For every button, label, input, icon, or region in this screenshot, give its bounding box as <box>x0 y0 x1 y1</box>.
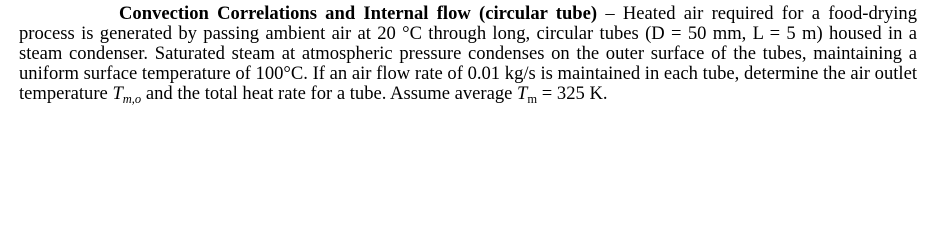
problem-heading: Convection Correlations and Internal flow (circular tube) <box>119 3 598 24</box>
problem-text-part-3: = 325 K. <box>537 83 608 104</box>
mean-temperature-subscript: m <box>527 92 538 106</box>
outlet-temperature-symbol: T <box>112 83 123 104</box>
mean-temperature-symbol: T <box>517 83 528 104</box>
problem-statement <box>19 4 917 104</box>
heading-dash: – <box>597 3 623 24</box>
problem-text-part-1: Heated air required for a food-drying process is generated by passing ambient air at 20 °C through long, circular tubes (D = 50 mm, L = 5 m) housed in a steam condenser. Saturated steam at atmospheric pressure condenses on the outer surface of the tubes, maintaining a uniform surface temperature of 100°C. If an air flow rate of 0.01 kg/s is maintained in each tube, determine the air outlet temperature <box>19 3 918 104</box>
problem-text-part-2: and the total heat rate for a tube. Assume average <box>141 83 518 104</box>
outlet-temperature-subscript: m,o <box>122 92 142 106</box>
